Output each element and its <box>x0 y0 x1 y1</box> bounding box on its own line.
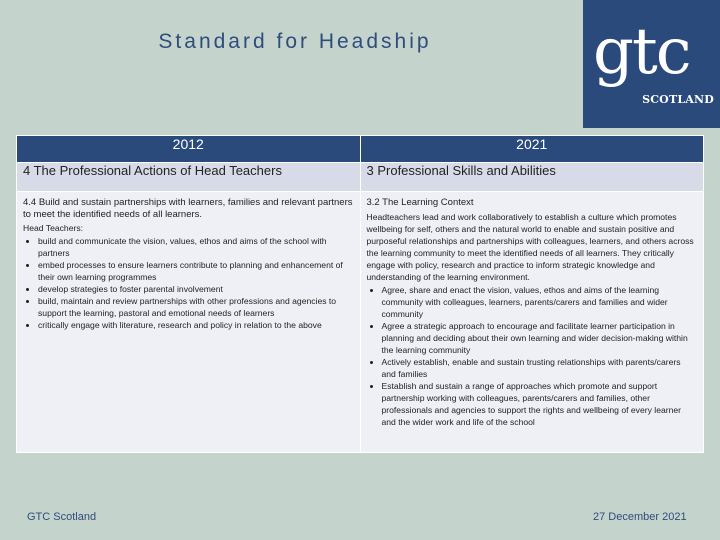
bullet-list-2012 <box>23 235 354 331</box>
bullet-list-2021 <box>367 284 698 428</box>
list-item: • develop strategies to foster parental involvement <box>38 283 354 295</box>
comparison-table <box>16 135 704 453</box>
year-header-row <box>17 136 704 163</box>
standard-heading-2012: 4.4 Build and sustain partnerships with learners, families and relevant partners to meet the identified needs of all learners. <box>23 197 353 220</box>
list-item: • Agree, share and enact the vision, values, ethos and aims of the learning community with colleagues, learners, parents/carers and families and wider community <box>382 284 698 320</box>
body-row <box>17 192 704 453</box>
body-2012 <box>17 192 361 453</box>
list-item: • build and communicate the vision, values, ethos and aims of the school with partners <box>38 235 354 259</box>
lead-text-2021: Headteachers lead and work collaboratively to establish a culture which promotes wellbeing for self, others and the natural world to enable and sustain positive and purposeful relationships and partnerships with colleagues, learners, and others across the learning community to meet the identified needs of all learners. They critically engage with policy, research and practice to inform strategic knowledge and understanding of the learning environment. <box>366 211 694 282</box>
lead-text-2012: Head Teachers: <box>23 223 84 233</box>
page-title: Standard for Headship <box>158 30 432 53</box>
footer-organisation: GTC Scotland <box>27 511 97 523</box>
gtc-scotland-logo <box>583 0 720 128</box>
standard-heading-2021: 3.2 The Learning Context <box>366 197 474 208</box>
list-item: • Establish and sustain a range of approaches which promote and support partnership working with colleagues, parents/carers and families, other professionals and agencies to support the rights and wellbeing of every learner and the wider work and life of the school <box>382 380 698 428</box>
year-2012-header: 2012 <box>17 136 361 163</box>
logo-mark: gtc <box>593 15 690 89</box>
year-2021-header: 2021 <box>360 136 704 163</box>
list-item: • critically engage with literature, research and policy in relation to the above <box>38 319 354 331</box>
list-item: • build, maintain and review partnerships with other professions and agencies to support the learning, pastoral and emotional needs of learners <box>38 295 354 319</box>
subheading-row <box>17 163 704 192</box>
subheading-2021: 3 Professional Skills and Abilities <box>360 163 704 192</box>
subheading-2012: 4 The Professional Actions of Head Teachers <box>17 163 361 192</box>
list-item: • Actively establish, enable and sustain trusting relationships with parents/carers and families <box>382 356 698 380</box>
list-item: • Agree a strategic approach to encourage and facilitate learner participation in planning and deciding about their own learning and wider decision-making within the learning community <box>382 320 698 356</box>
logo-subtitle: SCOTLAND <box>642 93 714 106</box>
footer-date: 27 December 2021 <box>593 511 687 523</box>
body-2021 <box>360 192 704 453</box>
list-item: • embed processes to ensure learners contribute to planning and enhancement of their own learning programmes <box>38 259 354 283</box>
